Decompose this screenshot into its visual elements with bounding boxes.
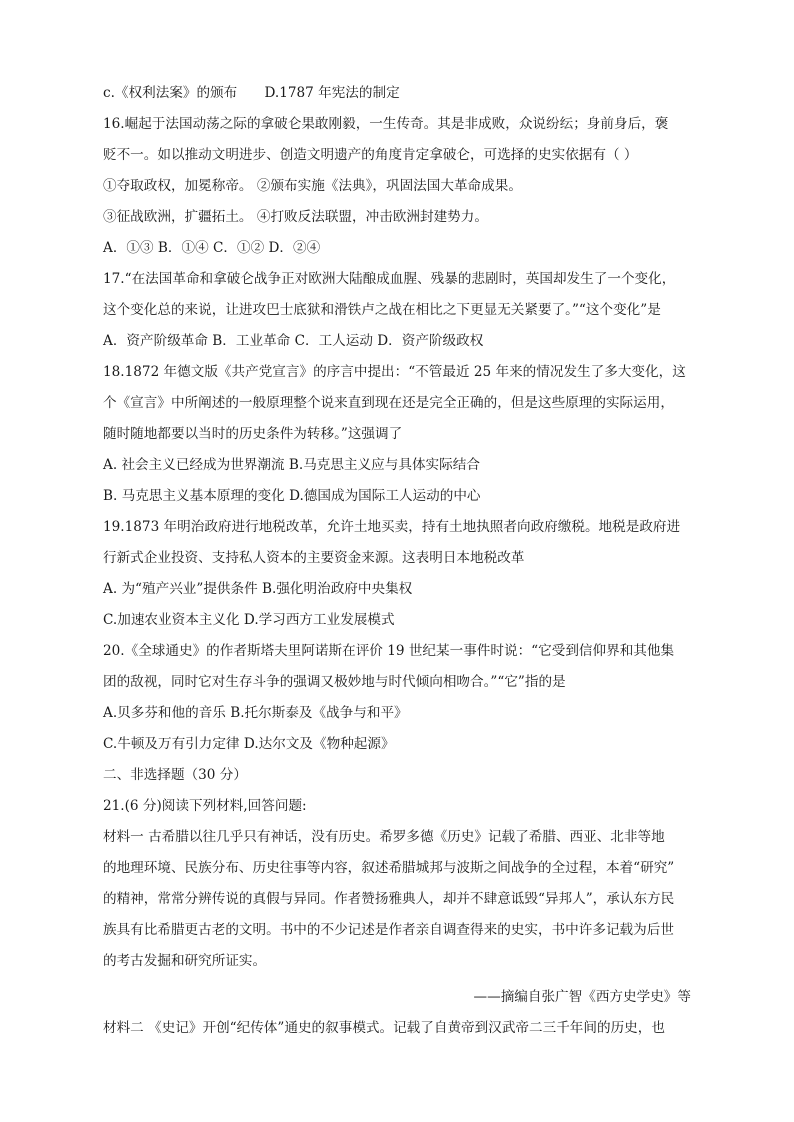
question-16-item-1-2: ①夺取政权，加冕称帝。 ②颁布实施《法典》，巩固法国大革命成果。 [103, 178, 522, 194]
question-20-line-2: 团的敌视，同时它对生存斗争的强调又极妙地与时代倾向相吻合。”“它”指的是 [103, 674, 566, 690]
question-17-options: A．资产阶级革命 B．工业革命 C．工人运动 D．资产阶级政权 [103, 333, 484, 349]
material-2-line-1: 材料二 《史记》开创“纪传体”通史的叙事模式。记载了自黄帝到汉武帝二三千年间的历史，也 [103, 1020, 665, 1036]
question-21-heading: 21.(6 分)阅读下列材料,回答问题: [103, 798, 307, 814]
material-1-line-1: 材料一 古希腊以往几乎只有神话，没有历史。希罗多德《历史》记载了希腊、西亚、北非等地 [103, 829, 665, 845]
question-17-line-1: 17.“在法国革命和拿破仑战争正对欧洲大陆酿成血腥、残暴的悲剧时，英国却发生了一个变化， [103, 271, 676, 287]
question-18-line-1: 18.1872 年德文版《共产党宣言》的序言中提出：“不管最近 25 年来的情况发生了多大变化，这 [103, 364, 686, 380]
question-19-line-1: 19.1873 年明治政府进行地税改革，允许土地买卖，持有土地执照者向政府缴税。地税是政府进 [103, 519, 681, 535]
question-16-line-2: 贬不一。如以推动文明进步、创造文明遗产的角度肯定拿破仑，可选择的史实依据有（ ） [103, 147, 638, 163]
text-line: c.《权利法案》的颁布 D.1787 年宪法的制定 [103, 85, 400, 101]
material-1-line-3: 的精神，常常分辨传说的真假与异同。作者赞扬雅典人，却并不肆意诋毁“异邦人”，承认东方民 [103, 891, 675, 907]
material-1-line-2: 的地理环境、民族分布、历史往事等内容，叙述希腊城邦与波斯之间战争的全过程，本着“研究” [103, 860, 675, 876]
question-19-options-cd: C.加速农业资本主义化 D.学习西方工业发展模式 [103, 612, 395, 628]
source-citation: ——摘编自张广智《西方史学史》等 [473, 989, 691, 1005]
question-19-line-2: 行新式企业投资、支持私人资本的主要资金来源。这表明日本地税改革 [103, 550, 525, 566]
question-18-options-ab: A. 社会主义已经成为世界潮流 B.马克思主义应与具体实际结合 [103, 457, 480, 473]
question-16-item-3-4: ③征战欧洲，扩疆拓土。 ④打败反法联盟，冲击欧洲封建势力。 [103, 209, 488, 225]
question-18-options-cd: B. 马克思主义基本原理的变化 D.德国成为国际工人运动的中心 [103, 488, 481, 504]
section-heading: 二、非选择题（30 分） [103, 767, 247, 783]
question-18-line-2: 个《宣言》中所阐述的一般原理整个说来直到现在还是完全正确的，但是这些原理的实际运用， [103, 395, 674, 411]
question-16-options: A．①③ B．①④ C．①② D．②④ [103, 240, 321, 256]
question-20-line-1: 20.《全球通史》的作者斯塔夫里阿诺斯在评价 19 世纪某一事件时说：“它受到信仰界和其他集 [103, 643, 675, 659]
question-20-options-cd: C.牛顿及万有引力定律 D.达尔文及《物种起源》 [103, 736, 395, 752]
question-19-options-ab: A. 为“殖产兴业”提供条件 B.强化明治政府中央集权 [103, 581, 413, 597]
question-16-line-1: 16.崛起于法国动荡之际的拿破仑果敢刚毅，一生传奇。其是非成败，众说纷纭；身前身后，褒 [103, 116, 669, 132]
question-17-line-2: 这个变化总的来说，让进攻巴士底狱和滑铁卢之战在相比之下更显无关紧要了。”“这个变化”是 [103, 302, 661, 318]
material-1-line-4: 族具有比希腊更古老的文明。书中的不少记述是作者亲自调查得来的史实，书中许多记载为后世 [103, 922, 674, 938]
question-20-options-ab: A.贝多芬和他的音乐 B.托尔斯泰及《战争与和平》 [103, 705, 408, 721]
material-1-line-5: 的考古发掘和研究所证实。 [103, 953, 267, 969]
question-18-line-3: 随时随地都要以当时的历史条件为转移。”这强调了 [103, 426, 403, 442]
